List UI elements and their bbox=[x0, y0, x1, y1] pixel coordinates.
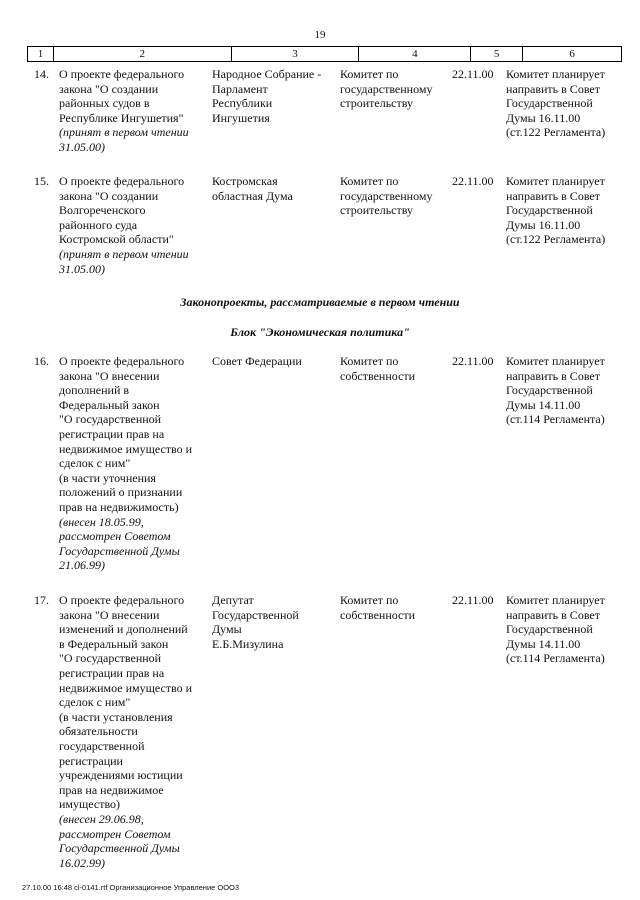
note bbox=[506, 354, 624, 427]
note-line: направить в Совет bbox=[506, 368, 600, 383]
title-line: регистрации bbox=[59, 753, 123, 768]
status-line: (внесен 18.05.99, bbox=[59, 514, 144, 529]
column-header: 4 bbox=[359, 47, 471, 62]
title-line: закона "О создании bbox=[59, 81, 159, 96]
committee bbox=[340, 354, 450, 383]
entry-number: 15. bbox=[34, 174, 49, 188]
note-line: направить в Совет bbox=[506, 607, 600, 622]
status-line: рассмотрен Советом bbox=[59, 529, 171, 544]
column-header: 1 bbox=[28, 47, 54, 62]
column-header: 6 bbox=[523, 47, 622, 62]
date: 22.11.00 bbox=[452, 67, 494, 81]
status-line: (принят в первом чтении bbox=[59, 125, 189, 140]
note-line: Государственной bbox=[506, 622, 593, 637]
title-line: О проекте федерального bbox=[59, 174, 185, 188]
title-line: регистрации прав на bbox=[59, 665, 165, 680]
title-line: имущество) bbox=[59, 797, 121, 812]
note-line: Комитет планирует bbox=[506, 354, 605, 368]
committee-line: строительству bbox=[340, 203, 413, 218]
block-heading: Блок "Экономическая политика" bbox=[230, 325, 410, 339]
note-line: Думы 14.11.00 bbox=[506, 636, 581, 651]
title-line: Федеральный закон bbox=[59, 397, 160, 412]
bill-title bbox=[59, 354, 209, 573]
note-line: Думы 14.11.00 bbox=[506, 397, 581, 412]
committee bbox=[340, 67, 450, 111]
title-line: государственной bbox=[59, 738, 145, 753]
date: 22.11.00 bbox=[452, 174, 494, 188]
note bbox=[506, 67, 624, 140]
title-line: дополнений в bbox=[59, 383, 130, 398]
note-line: Комитет планирует bbox=[506, 174, 605, 188]
bill-title bbox=[59, 174, 209, 276]
committee-line: государственному bbox=[340, 81, 433, 96]
title-line: сделок с ним" bbox=[59, 456, 131, 471]
initiator-line: Костромская bbox=[212, 174, 278, 188]
title-line: сделок с ним" bbox=[59, 695, 131, 710]
note-line: (ст.122 Регламента) bbox=[506, 125, 606, 140]
note-line: Государственной bbox=[506, 383, 593, 398]
initiator bbox=[212, 354, 338, 369]
title-line: О проекте федерального bbox=[59, 67, 185, 81]
initiator-line: Государственной bbox=[212, 607, 299, 622]
initiator-line: Депутат bbox=[212, 593, 254, 607]
note-line: Думы 16.11.00 bbox=[506, 110, 581, 125]
initiator-line: Совет Федерации bbox=[212, 354, 302, 368]
title-line: регистрации прав на bbox=[59, 426, 165, 441]
title-line: прав на недвижимое bbox=[59, 782, 164, 797]
title-line: прав на недвижимость) bbox=[59, 499, 179, 514]
entry-number: 16. bbox=[34, 354, 49, 368]
committee-line: собственности bbox=[340, 368, 416, 383]
entry-number: 17. bbox=[34, 593, 49, 607]
initiator-line: Ингушетия bbox=[212, 110, 270, 125]
note bbox=[506, 174, 624, 247]
committee-line: строительству bbox=[340, 96, 413, 111]
initiator-line: Парламент bbox=[212, 81, 268, 96]
title-line: О проекте федерального bbox=[59, 593, 185, 607]
column-header-row bbox=[27, 46, 622, 62]
committee-line: Комитет по bbox=[340, 593, 399, 607]
initiator-line: областная Дума bbox=[212, 188, 293, 203]
title-line: обязательности bbox=[59, 724, 138, 739]
note-line: направить в Совет bbox=[506, 81, 600, 96]
committee-line: Комитет по bbox=[340, 354, 399, 368]
entry-number: 14. bbox=[34, 67, 49, 81]
status-line: 21.06.99) bbox=[59, 558, 105, 573]
page-number: 19 bbox=[314, 29, 326, 41]
title-line: "О государственной bbox=[59, 412, 162, 427]
status-line: Государственной Думы bbox=[59, 543, 180, 558]
committee-line: Комитет по bbox=[340, 67, 399, 81]
initiator bbox=[212, 174, 338, 203]
note-line: Комитет планирует bbox=[506, 67, 605, 81]
section-heading: Законопроекты, рассматриваемые в первом чтении bbox=[180, 295, 460, 309]
initiator bbox=[212, 67, 338, 125]
title-line: учреждениями юстиции bbox=[59, 768, 183, 783]
note-line: (ст.122 Регламента) bbox=[506, 232, 606, 247]
title-line: изменений и дополнений bbox=[59, 622, 188, 637]
committee-line: Комитет по bbox=[340, 174, 399, 188]
committee bbox=[340, 593, 450, 622]
title-line: закона "О создании bbox=[59, 188, 159, 203]
bill-title bbox=[59, 593, 209, 870]
note-line: (ст.114 Регламента) bbox=[506, 412, 605, 427]
note-line: Государственной bbox=[506, 96, 593, 111]
date: 22.11.00 bbox=[452, 593, 494, 607]
title-line: Республике Ингушетия" bbox=[59, 110, 184, 125]
title-line: (в части уточнения bbox=[59, 470, 156, 485]
status-line: рассмотрен Советом bbox=[59, 826, 171, 841]
note-line: (ст.114 Регламента) bbox=[506, 651, 605, 666]
title-line: (в части установления bbox=[59, 709, 173, 724]
column-header: 5 bbox=[471, 47, 523, 62]
title-line: положений о признании bbox=[59, 485, 183, 500]
column-header: 2 bbox=[53, 47, 231, 62]
committee-line: государственному bbox=[340, 188, 433, 203]
initiator-line: Думы bbox=[212, 622, 242, 637]
note-line: Думы 16.11.00 bbox=[506, 217, 581, 232]
note-line: Государственной bbox=[506, 203, 593, 218]
committee bbox=[340, 174, 450, 218]
title-line: районных судов в bbox=[59, 96, 150, 111]
title-line: закона "О внесении bbox=[59, 607, 160, 622]
title-line: в Федеральный закон bbox=[59, 636, 169, 651]
initiator bbox=[212, 593, 338, 651]
initiator-line: Республики bbox=[212, 96, 273, 111]
title-line: районного суда bbox=[59, 217, 138, 232]
committee-line: собственности bbox=[340, 607, 416, 622]
title-line: О проекте федерального bbox=[59, 354, 185, 368]
status-line: Государственной Думы bbox=[59, 841, 180, 856]
date: 22.11.00 bbox=[452, 354, 494, 368]
status-line: (принят в первом чтении bbox=[59, 246, 189, 261]
column-header: 3 bbox=[231, 47, 359, 62]
title-line: недвижимое имущество и bbox=[59, 441, 193, 456]
status-line: 31.05.00) bbox=[59, 139, 105, 154]
title-line: закона "О внесении bbox=[59, 368, 160, 383]
footer: 27.10.00 16:48 cl-0141.rtf Организационное Управление ООО3 bbox=[22, 883, 240, 892]
status-line: (внесен 29.06.98, bbox=[59, 811, 144, 826]
status-line: 16.02.99) bbox=[59, 855, 105, 870]
note bbox=[506, 593, 624, 666]
bill-title bbox=[59, 67, 209, 155]
note-line: Комитет планирует bbox=[506, 593, 605, 607]
status-line: 31.05.00) bbox=[59, 261, 105, 276]
initiator-line: Е.Б.Мизулина bbox=[212, 636, 284, 651]
title-line: "О государственной bbox=[59, 651, 162, 666]
note-line: направить в Совет bbox=[506, 188, 600, 203]
title-line: Костромской области" bbox=[59, 232, 174, 247]
initiator-line: Народное Собрание - bbox=[212, 67, 322, 81]
title-line: недвижимое имущество и bbox=[59, 680, 193, 695]
title-line: Волгореченского bbox=[59, 203, 146, 218]
